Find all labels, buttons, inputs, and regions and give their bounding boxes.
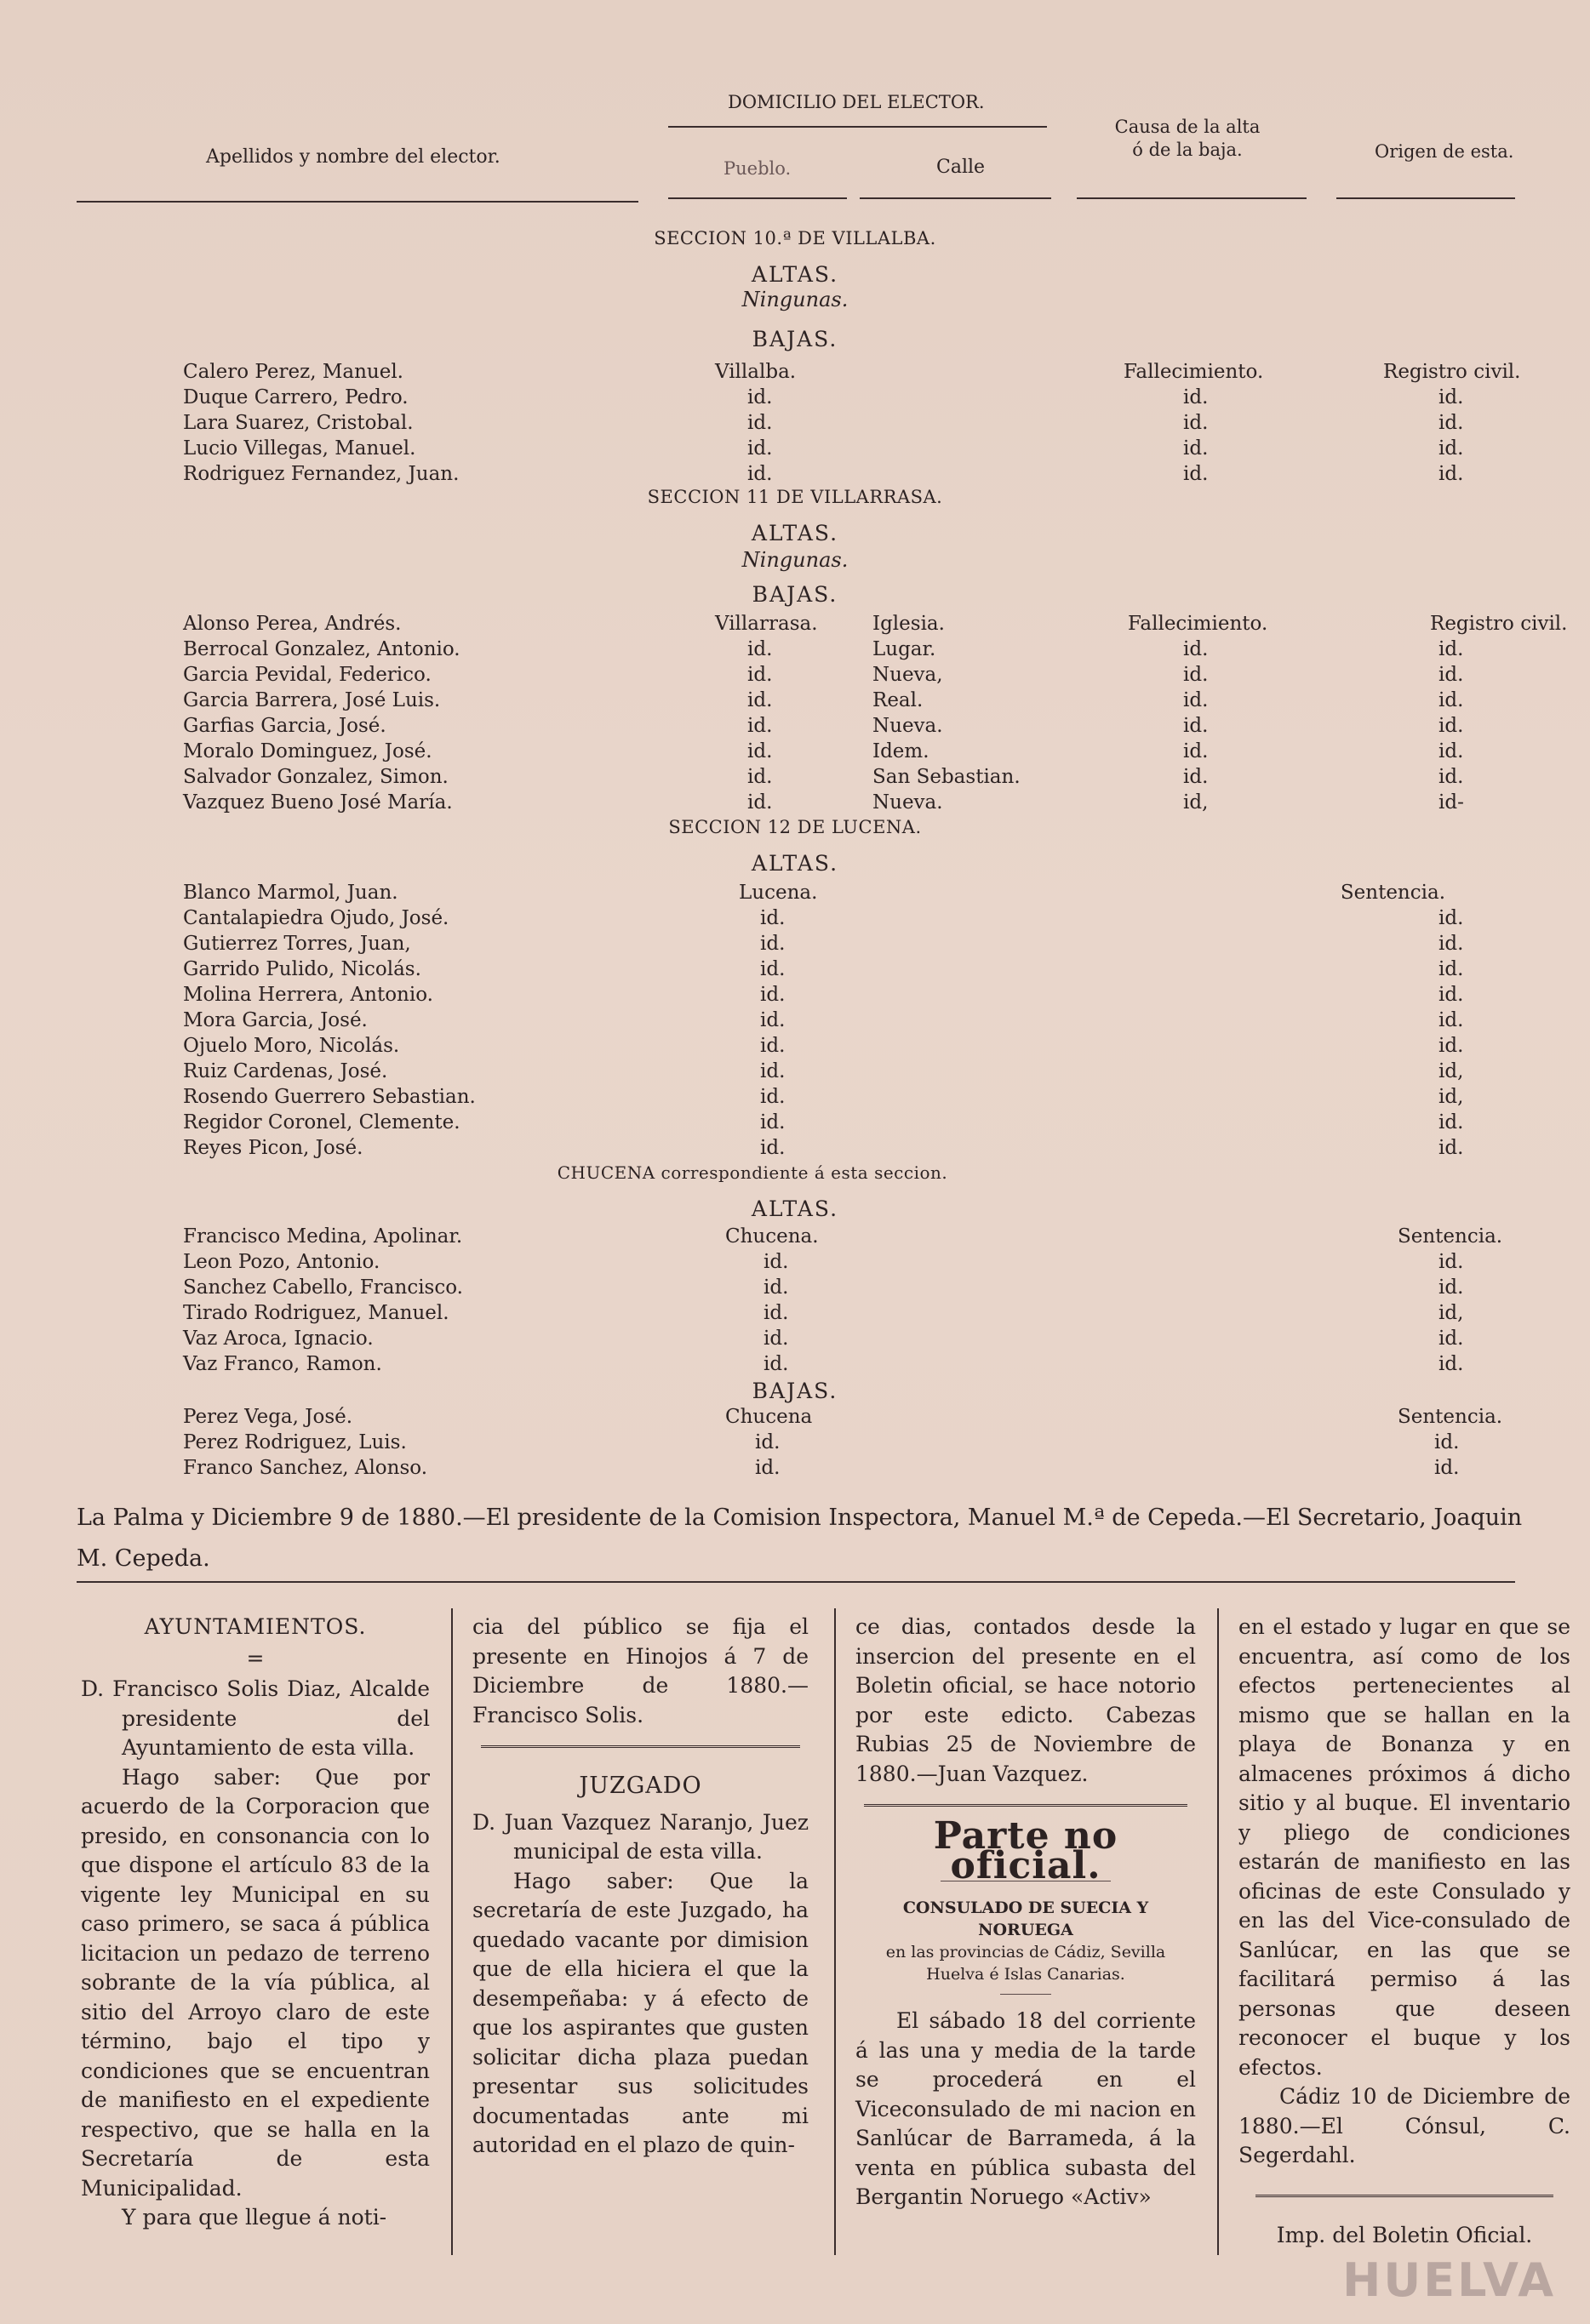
elector-town: id. [755,1457,781,1479]
table-row [0,933,1590,956]
elector-origin: id. [1438,463,1464,485]
elector-cause: id. [1183,437,1209,460]
chucena-altas: ALTAS. [751,1196,839,1221]
elector-cause: id. [1183,664,1209,686]
footer-rule [77,1581,1515,1583]
elector-town: id. [760,1137,786,1159]
subasta-paragraph: El sábado 18 del corriente á las una y media de la tarde se procederá en el Viceconsulado de mi nacion en Sanlúcar de Barrameda, á la venta en pública subasta del Bergantin Noruego «Activ» [855,2008,1196,2209]
section-divider [481,1745,800,1748]
elector-cause: id. [1183,740,1209,762]
elector-origin: id. [1438,1137,1464,1159]
header-rule-4 [1077,197,1307,199]
table-row [0,1086,1590,1110]
column-parte-oficial [855,1613,1196,2213]
elector-town: id. [747,412,773,434]
table-row [0,361,1590,385]
column-divider [451,1608,453,2255]
sec11-bajas: BAJAS. [752,582,838,607]
elector-town: id. [755,1431,781,1453]
title-ornament: = [246,1645,265,1670]
elector-cause: Fallecimiento. [1124,361,1264,383]
elector-town: id. [747,437,773,460]
elector-cause: Fallecimiento. [1128,613,1268,635]
table-row [0,463,1590,487]
elector-origin: Registro civil. [1383,361,1521,383]
section-divider [864,1804,1187,1807]
table-row [0,1225,1590,1249]
header-rule-2 [668,197,847,199]
elector-street: Nueva. [872,791,943,814]
elector-name: Salvador Gonzalez, Simon. [183,766,449,788]
elector-town: id. [764,1302,789,1324]
column-ayuntamientos [81,1613,430,2233]
table-row [0,1302,1590,1326]
header-rule-3 [860,197,1051,199]
edicto-paragraph: Hago saber: Que por acuerdo de la Corporacion que presido, en consonancia con lo que dispone el artículo 83 de la vigente ley Municipal en su caso primero, se saca á pública licitacion un pedazo de terreno sobrante de la vía pública, al sitio del Arroyo claro de este término, bajo el tipo y condiciones que se encuentran de manifiesto en el expediente respectivo, que se halla en la Secretaría de esta Municipalidad. [81,1764,430,2201]
elector-town: id. [747,664,773,686]
elector-origin: id- [1438,791,1464,814]
table-row [0,766,1590,790]
table-row [0,1276,1590,1300]
elector-origin: id. [1438,664,1464,686]
elector-origin: id, [1438,1060,1464,1082]
elector-origin: id. [1438,766,1464,788]
elector-town: id. [747,463,773,485]
elector-origin: id. [1438,740,1464,762]
elector-town: id. [764,1328,789,1350]
header-apellidos: Apellidos y nombre del elector. [206,146,500,168]
elector-origin: id. [1438,1009,1464,1031]
consulado-title: CONSULADO DE SUECIA Y NORUEGA [902,1899,1149,1939]
elector-town: id. [747,791,773,814]
elector-origin: id. [1438,933,1464,955]
table-row [0,437,1590,461]
elector-name: Lara Suarez, Cristobal. [183,412,414,434]
table-row [0,1035,1590,1059]
sec12-altas: ALTAS. [751,851,839,876]
elector-origin: Sentencia. [1398,1225,1503,1248]
table-row [0,664,1590,688]
elector-town: id. [764,1353,789,1375]
elector-origin: id. [1438,907,1464,929]
column-juzgado [472,1613,809,2161]
parte-no-oficial-title: Parte no oficial. [933,1814,1118,1887]
elector-town: id. [747,766,773,788]
elector-name: Perez Rodriguez, Luis. [183,1431,407,1453]
elector-name: Ojuelo Moro, Nicolás. [183,1035,400,1057]
elector-town: Lucena. [739,882,818,904]
column-divider [1217,1608,1219,2255]
consul-signature: Cádiz 10 de Diciembre de 1880.—El Cónsul, C. Segerdahl. [1238,2084,1570,2167]
table-row [0,1457,1590,1481]
table-row [0,613,1590,637]
sec11-ningunas: Ningunas. [741,548,849,572]
elector-street: Idem. [872,740,929,762]
elector-origin: id. [1438,638,1464,660]
elector-cause: id. [1183,412,1209,434]
imprenta-line: Imp. del Boletin Oficial. [1276,2222,1533,2247]
elector-street: Lugar. [872,638,936,660]
elector-cause: id. [1183,715,1209,737]
table-row [0,1406,1590,1430]
elector-origin: id. [1438,715,1464,737]
elector-name: Lucio Villegas, Manuel. [183,437,416,460]
elector-name: Franco Sanchez, Alonso. [183,1457,428,1479]
elector-town: id. [760,907,786,929]
elector-town: Villarrasa. [715,613,818,635]
table-row [0,740,1590,764]
column-divider [834,1608,836,2255]
consulado-provincias: en las provincias de Cádiz, Sevilla Huelva é Islas Canarias. [885,1943,1166,1984]
elector-origin: Sentencia. [1398,1406,1503,1428]
elector-town: id. [747,638,773,660]
elector-town: id. [764,1276,789,1299]
table-row [0,1353,1590,1377]
elector-origin: id. [1438,386,1464,408]
elector-name: Vaz Franco, Ramon. [183,1353,382,1375]
elector-origin: id. [1438,412,1464,434]
elector-name: Perez Vega, José. [183,1406,353,1428]
table-row [0,791,1590,815]
section-divider [1255,2195,1553,2197]
elector-origin: id. [1438,1276,1464,1299]
elector-town: id. [764,1251,789,1273]
elector-town: id. [760,958,786,980]
elector-origin: id. [1438,437,1464,460]
table-row [0,984,1590,1008]
elector-town: id. [747,715,773,737]
table-row [0,715,1590,739]
sec10-ningunas: Ningunas. [741,288,849,311]
table-row [0,412,1590,436]
elector-town: id. [760,1035,786,1057]
sec10-title: SECCION 10.ª DE VILLALBA. [654,228,936,248]
elector-cause: id, [1183,791,1209,814]
table-row [0,1328,1590,1351]
table-row [0,1431,1590,1455]
elector-name: Moralo Dominguez, José. [183,740,432,762]
alcalde-paragraph: D. Francisco Solis Diaz, Alcalde presidente del Ayuntamiento de esta villa. [81,1676,430,1760]
elector-name: Rosendo Guerrero Sebastian. [183,1086,476,1108]
sec10-altas: ALTAS. [751,262,839,287]
elector-name: Alonso Perea, Andrés. [183,613,402,635]
table-row [0,1251,1590,1275]
elector-name: Garcia Barrera, José Luis. [183,689,441,711]
elector-origin: id. [1438,689,1464,711]
header-domicilio: DOMICILIO DEL ELECTOR. [728,92,985,112]
elector-name: Tirado Rodriguez, Manuel. [183,1302,449,1324]
table-row [0,1009,1590,1033]
elector-origin: Registro civil. [1430,613,1568,635]
elector-town: id. [747,386,773,408]
elector-town: id. [760,984,786,1006]
elector-cause: id. [1183,638,1209,660]
sec11-altas: ALTAS. [751,521,839,545]
elector-town: id. [747,740,773,762]
elector-origin: id. [1438,958,1464,980]
elector-name: Blanco Marmol, Juan. [183,882,398,904]
table-row [0,882,1590,905]
elector-name: Garcia Pevidal, Federico. [183,664,432,686]
elector-town: Chucena [725,1406,813,1428]
vacante-paragraph: Hago saber: Que la secretaría de este Juzgado, ha quedado vacante por dimision que de ella hiciera el que la desempeñaba: y á efecto de que los aspirantes que gusten solicitar dicha plaza puedan presentar sus solicitudes documentadas ante mi autoridad en el plazo de quin- [472,1868,809,2157]
elector-cause: id. [1183,766,1209,788]
chucena-bajas: BAJAS. [752,1379,838,1403]
elector-street: Iglesia. [872,613,945,635]
ayuntamientos-title: AYUNTAMIENTOS. [144,1614,367,1639]
juzgado-title: JUZGADO [579,1773,702,1799]
table-row [0,689,1590,713]
elector-origin: id. [1438,1251,1464,1273]
elector-street: Nueva, [872,664,943,686]
header-rule-5 [1336,197,1515,199]
elector-name: Reyes Picon, José. [183,1137,363,1159]
elector-town: Chucena. [725,1225,819,1248]
table-row [0,1111,1590,1135]
elector-name: Mora Garcia, José. [183,1009,368,1031]
header-pueblo: Pueblo. [724,158,792,179]
short-rule [1000,1994,1051,1995]
elector-cause: id. [1183,386,1209,408]
table-row [0,907,1590,931]
elector-name: Vazquez Bueno José María. [183,791,453,814]
elector-town: id. [747,689,773,711]
elector-origin: id. [1434,1457,1460,1479]
elector-street: San Sebastian. [872,766,1021,788]
huelva-watermark: HUELVA [1342,2253,1556,2307]
elector-name: Ruiz Cardenas, José. [183,1060,388,1082]
elector-name: Leon Pozo, Antonio. [183,1251,380,1273]
elector-cause: id. [1183,463,1209,485]
elector-name: Gutierrez Torres, Juan, [183,933,411,955]
elector-town: id. [760,933,786,955]
juez-paragraph: D. Juan Vazquez Naranjo, Juez municipal de esta villa. [472,1809,809,1864]
elector-origin: id, [1438,1302,1464,1324]
sec11-title: SECCION 11 DE VILLARRASA. [647,487,943,507]
chucena-title: CHUCENA correspondiente á esta seccion. [557,1162,948,1183]
table-row [0,958,1590,982]
elector-name: Sanchez Cabello, Francisco. [183,1276,463,1299]
elector-name: Molina Herrera, Antonio. [183,984,433,1006]
sec12-title: SECCION 12 DE LUCENA. [668,817,922,837]
elector-street: Real. [872,689,924,711]
elector-name: Berrocal Gonzalez, Antonio. [183,638,460,660]
elector-street: Nueva. [872,715,943,737]
elector-name: Vaz Aroca, Ignacio. [183,1328,374,1350]
continuation-paragraph: Y para que llegue á noti- [122,2205,387,2230]
elector-town: id. [760,1086,786,1108]
header-domicilio-rule [668,126,1047,128]
elector-origin: id. [1438,1353,1464,1375]
elector-town: id. [760,1111,786,1133]
table-row [0,386,1590,410]
header-causa: Causa de la alta ó de la baja. [1114,117,1261,160]
header-origen: Origen de esta. [1375,141,1514,162]
elector-origin: id, [1438,1086,1464,1108]
continued-paragraph: ce dias, contados desde la insercion del presente en el Boletin oficial, se hace notorio por este edicto. Cabezas Rubias 25 de Noviembre de 1880.—Juan Vazquez. [855,1614,1196,1786]
header-calle: Calle [936,157,986,178]
continued-paragraph: en el estado y lugar en que se encuentra, así como de los efectos pertenecientes al mismo que se hallan en la playa de Bonanza y en almacenes próximos á dicho sitio y al buque. El inventario y pliego de condiciones estarán de manifiesto en las oficinas de este Consulado y en las del Vice-consulado de Sanlúcar, en las que se facilitará permiso á las personas que deseen reconocer el buque y los efectos. [1238,1614,1570,2080]
elector-origin: id. [1438,1328,1464,1350]
table-row [0,1060,1590,1084]
header-rule-1 [77,201,638,203]
table-row [0,1137,1590,1161]
table-row [0,638,1590,662]
continued-paragraph: cia del público se fija el presente en Hinojos á 7 de Diciembre de 1880.—Francisco Solis. [472,1614,809,1727]
elector-name: Duque Carrero, Pedro. [183,386,409,408]
elector-name: Cantalapiedra Ojudo, José. [183,907,449,929]
column-consulado [1238,1613,1570,2250]
elector-origin: Sentencia. [1340,882,1445,904]
elector-town: Villalba. [715,361,797,383]
elector-name: Garfias Garcia, José. [183,715,386,737]
sec10-bajas: BAJAS. [752,327,838,351]
elector-town: id. [760,1060,786,1082]
elector-name: Francisco Medina, Apolinar. [183,1225,463,1248]
elector-origin: id. [1434,1431,1460,1453]
elector-name: Garrido Pulido, Nicolás. [183,958,421,980]
elector-name: Regidor Coronel, Clemente. [183,1111,460,1133]
elector-name: Rodriguez Fernandez, Juan. [183,463,460,485]
elector-town: id. [760,1009,786,1031]
elector-origin: id. [1438,1035,1464,1057]
elector-cause: id. [1183,689,1209,711]
elector-origin: id. [1438,984,1464,1006]
elector-origin: id. [1438,1111,1464,1133]
elector-name: Calero Perez, Manuel. [183,361,403,383]
signature-paragraph: La Palma y Diciembre 9 de 1880.—El presidente de la Comision Inspectora, Manuel M.ª de Cepeda.—El Secretario, Joaquin M. Cepeda. [77,1505,1523,1572]
